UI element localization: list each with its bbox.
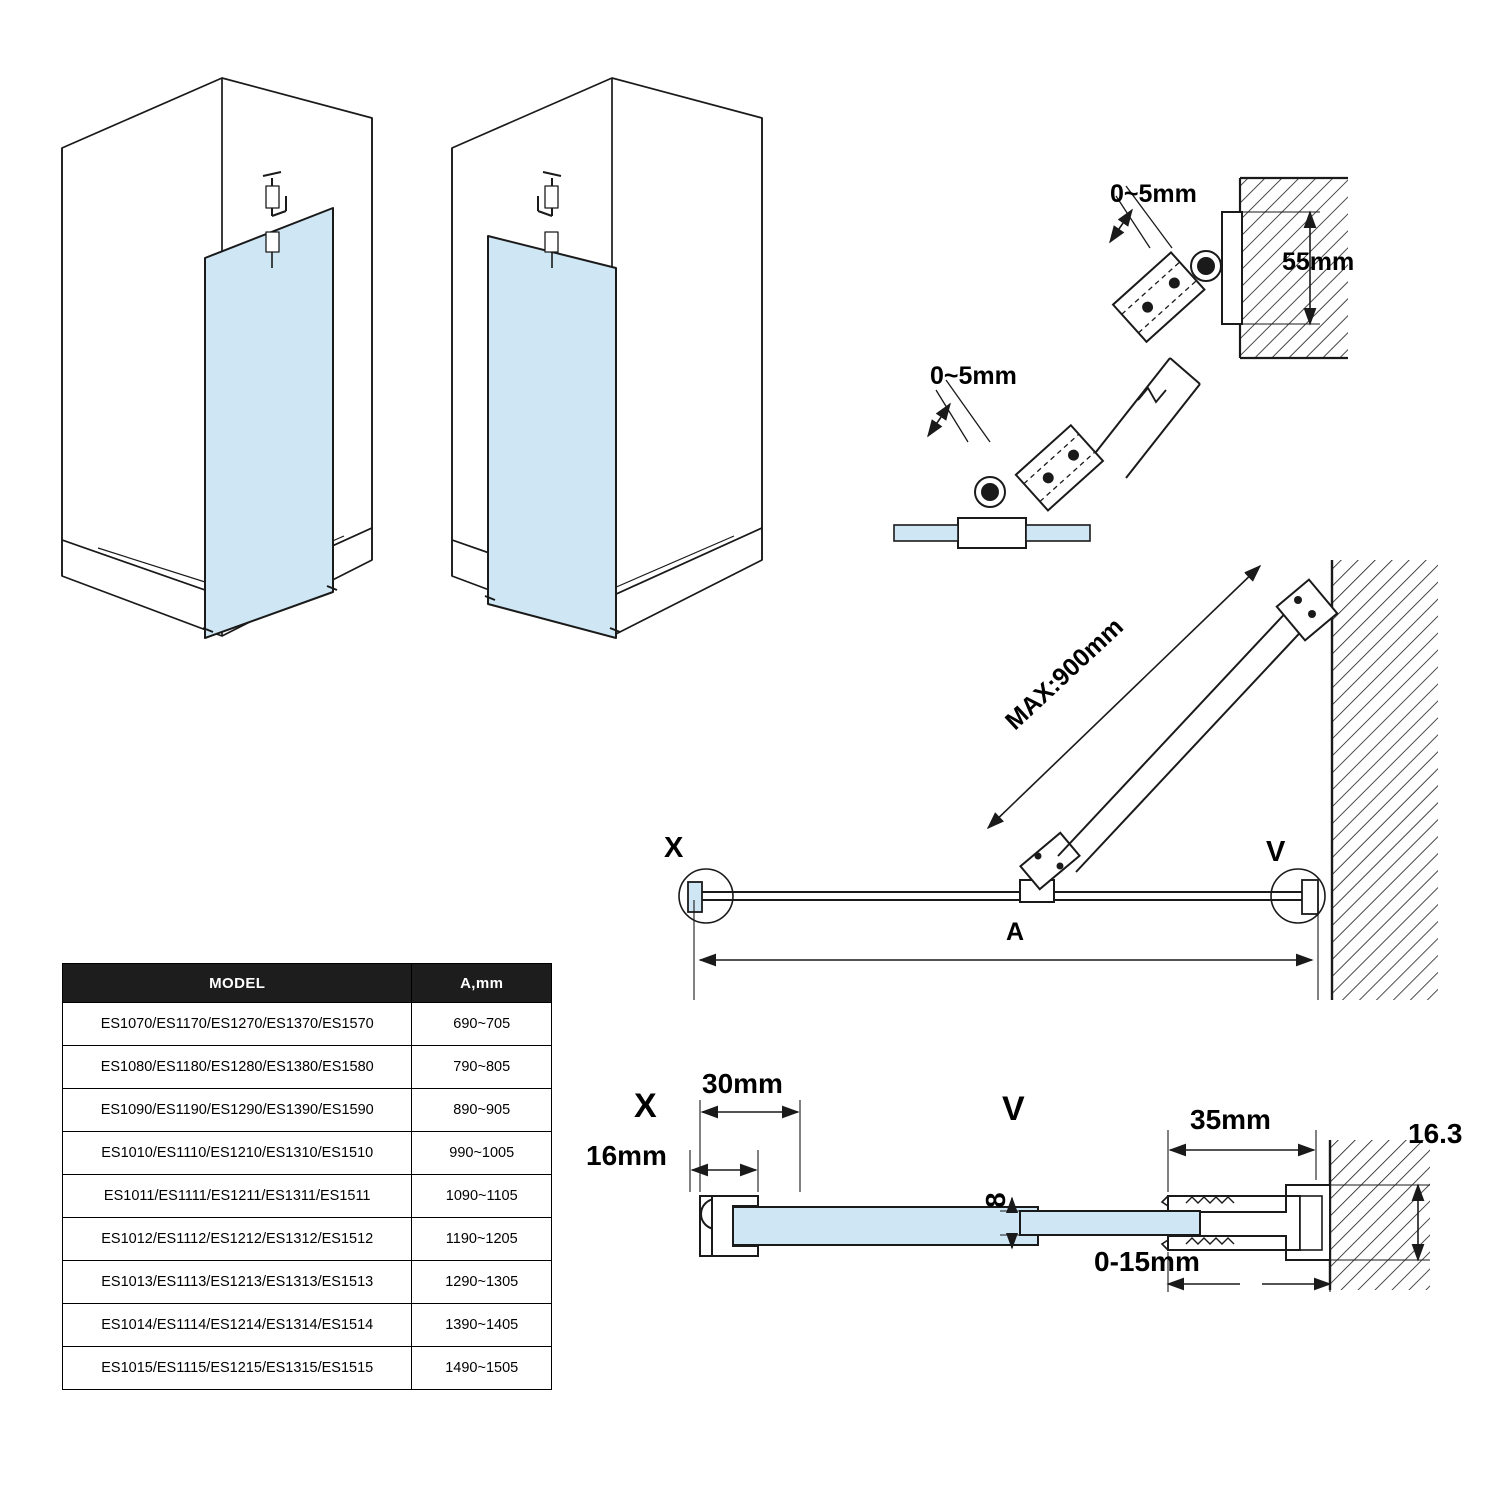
table-cell-model: ES1070/ES1170/ES1270/ES1370/ES1570 (63, 1003, 412, 1046)
dim-label-width-a: A (1006, 918, 1025, 946)
table-header-dimension: A,mm (412, 964, 552, 1003)
table-row (63, 1218, 552, 1261)
table-row (63, 1132, 552, 1175)
table-cell-model: ES1015/ES1115/ES1215/ES1315/ES1515 (63, 1347, 412, 1390)
table-row (63, 1175, 552, 1218)
table-row (63, 1089, 552, 1132)
table-cell-model: ES1012/ES1112/ES1212/ES1312/ES1512 (63, 1218, 412, 1261)
callout-x-detail: X (634, 1087, 657, 1125)
table-row (63, 1347, 552, 1390)
detail-x-view (690, 1100, 1038, 1256)
dim-label-glass-thickness-8: 8 (980, 1192, 1011, 1208)
table-row (63, 1003, 552, 1046)
table-cell-dimension: 890~905 (412, 1089, 552, 1132)
dim-label-profile-width-30: 30mm (702, 1068, 783, 1099)
table-cell-model: ES1010/ES1110/ES1210/ES1310/ES1510 (63, 1132, 412, 1175)
dim-label-glass-gap-lower: 0~5mm (930, 362, 1017, 390)
table-cell-dimension: 1290~1305 (412, 1261, 552, 1304)
table-cell-dimension: 1190~1205 (412, 1218, 552, 1261)
dim-label-inner-width-16: 16mm (586, 1140, 667, 1171)
table-cell-model: ES1013/ES1113/ES1213/ES1313/ES1513 (63, 1261, 412, 1304)
callout-x-plan: X (664, 832, 684, 864)
callout-v-detail: V (1002, 1090, 1025, 1128)
table-cell-dimension: 990~1005 (412, 1132, 552, 1175)
table-header-row (63, 964, 552, 1003)
table-cell-dimension: 790~805 (412, 1046, 552, 1089)
table-cell-model: ES1011/ES1111/ES1211/ES1311/ES1511 (63, 1175, 412, 1218)
enclosure-right-view (452, 78, 762, 638)
callout-v-plan: V (1266, 836, 1286, 868)
dim-label-profile-width-35: 35mm (1190, 1104, 1271, 1135)
table-cell-dimension: 1490~1505 (412, 1347, 552, 1390)
table-cell-model: ES1080/ES1180/ES1280/ES1380/ES1580 (63, 1046, 412, 1089)
plan-view (679, 560, 1438, 1000)
table-row (63, 1261, 552, 1304)
dim-label-wall-plate-height: 55mm (1282, 248, 1355, 276)
table-cell-model: ES1014/ES1114/ES1214/ES1314/ES1514 (63, 1304, 412, 1347)
dim-label-adjustment-015: 0-15mm (1094, 1246, 1200, 1277)
dim-label-wall-gap-upper: 0~5mm (1110, 180, 1197, 208)
table-row (63, 1046, 552, 1089)
dim-label-profile-height-163: 16.3 (1408, 1118, 1463, 1149)
table-cell-dimension: 690~705 (412, 1003, 552, 1046)
table-row (63, 1304, 552, 1347)
enclosure-left-view (62, 78, 372, 638)
table-cell-dimension: 1390~1405 (412, 1304, 552, 1347)
table-cell-model: ES1090/ES1190/ES1290/ES1390/ES1590 (63, 1089, 412, 1132)
model-dimension-table (62, 963, 552, 1390)
table-cell-dimension: 1090~1105 (412, 1175, 552, 1218)
detail-v-view (1000, 1130, 1430, 1292)
dim-label-bar-max: MAX:900mm (1000, 612, 1129, 736)
table-header-model: MODEL (63, 964, 412, 1003)
